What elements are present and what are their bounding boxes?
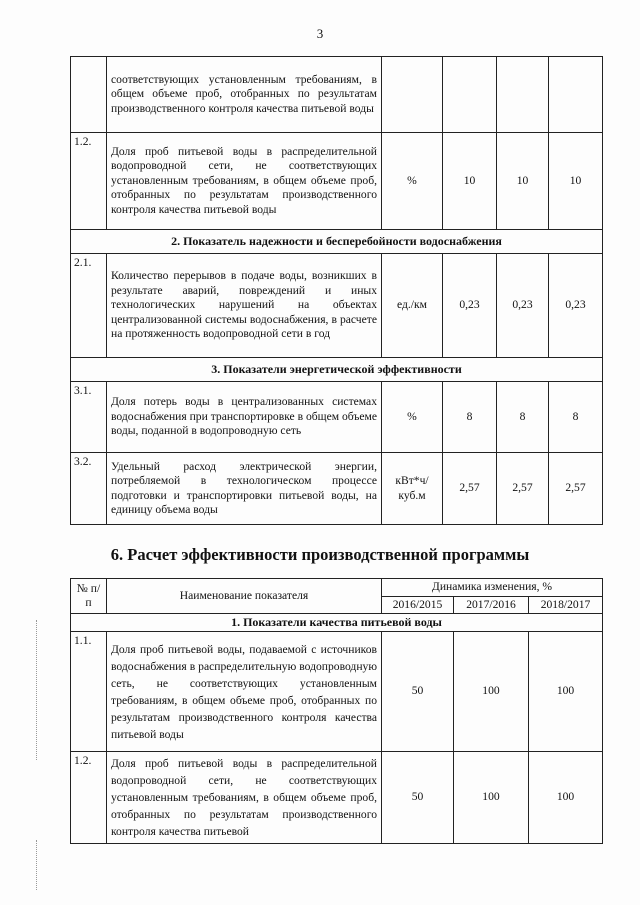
scan-margin-mark <box>36 840 40 890</box>
header-row <box>71 579 603 597</box>
section-row <box>71 358 603 382</box>
value-cell: 50 <box>382 752 454 844</box>
table-row <box>71 382 603 453</box>
section-title: 3. Показатели энергетической эффективности <box>71 358 603 382</box>
dynamics-header: Динамика изменения, % <box>382 579 603 597</box>
value-cell: 100 <box>529 752 603 844</box>
section-title: 1. Показатели качества питьевой воды <box>71 614 603 632</box>
period-header: 2018/2017 <box>529 596 603 614</box>
value-cell: 10 <box>443 133 497 230</box>
value-cell <box>549 57 603 133</box>
num-header: № п/п <box>71 579 107 614</box>
period-header: 2016/2015 <box>382 596 454 614</box>
row-number: 3.1. <box>71 382 107 453</box>
page-number: 3 <box>316 26 324 41</box>
scan-margin-mark <box>36 620 40 760</box>
period-header: 2017/2016 <box>454 596 529 614</box>
indicator-name: соответствующих установленным требованиям, в общем объеме проб, отобранных по результатам производственного контроля качества питьевой воды <box>107 57 382 133</box>
value-cell: 100 <box>454 752 529 844</box>
table-row <box>71 752 603 844</box>
value-cell: 8 <box>497 382 549 453</box>
section-row <box>71 230 603 254</box>
value-cell: 0,23 <box>443 254 497 358</box>
value-cell: 8 <box>443 382 497 453</box>
value-cell: 100 <box>454 632 529 752</box>
unit-cell: % <box>382 133 443 230</box>
indicators-table <box>70 56 603 525</box>
indicator-name: Доля потерь воды в централизованных системах водоснабжения при транспортировке в общем объеме воды, поданной в водопроводную сеть <box>107 382 382 453</box>
indicator-name: Доля проб питьевой воды в распределительной водопроводной сети, не соответствующих установленным требованиям, в общем объеме проб, отобранных по результатам производственного контроля качества питьевой воды <box>107 133 382 230</box>
unit-cell: % <box>382 382 443 453</box>
value-cell: 100 <box>529 632 603 752</box>
row-number: 1.2. <box>71 752 107 844</box>
table-row <box>71 57 603 133</box>
indicator-name: Количество перерывов в подаче воды, возникших в результате аварий, повреждений и иных технологических нарушений на объектах централизованной системы водоснабжения, в расчете на протяженность водопроводной сети в год <box>107 254 382 358</box>
value-cell <box>497 57 549 133</box>
row-number: 1.2. <box>71 133 107 230</box>
table-row <box>71 133 603 230</box>
value-cell: 0,23 <box>549 254 603 358</box>
value-cell: 8 <box>549 382 603 453</box>
unit-cell: ед./км <box>382 254 443 358</box>
unit-cell: кВт*ч/ куб.м <box>382 453 443 525</box>
value-cell: 2,57 <box>497 453 549 525</box>
row-number: 1.1. <box>71 632 107 752</box>
row-number: 3.2. <box>71 453 107 525</box>
value-cell: 10 <box>497 133 549 230</box>
table-row <box>71 254 603 358</box>
value-cell: 2,57 <box>443 453 497 525</box>
value-cell: 2,57 <box>549 453 603 525</box>
value-cell <box>443 57 497 133</box>
value-cell: 10 <box>549 133 603 230</box>
indicator-name: Удельный расход электрической энергии, потребляемой в технологическом процессе подготовки и транспортировки питьевой воды, на единицу объема воды <box>107 453 382 525</box>
value-cell: 0,23 <box>497 254 549 358</box>
indicator-name: Доля проб питьевой воды, подаваемой с источников водоснабжения в распределительную водопроводную сеть, не соответствующих установленным требованиям, в общем объеме проб, отобранных по результатам производственного контроля качества питьевой воды <box>107 632 382 752</box>
table-row <box>71 453 603 525</box>
indicator-name: Доля проб питьевой воды в распределительной водопроводной сети, не соответствующих установленным требованиям, в общем объеме проб, отобранных по результатам производственного контроля качества питьевой <box>107 752 382 844</box>
name-header: Наименование показателя <box>107 579 382 614</box>
table-row <box>71 632 603 752</box>
value-cell: 50 <box>382 632 454 752</box>
section-title: 2. Показатель надежности и бесперебойности водоснабжения <box>71 230 603 254</box>
row-number <box>71 57 107 133</box>
section-heading: 6. Расчет эффективности производственной программы <box>110 545 530 564</box>
unit-cell <box>382 57 443 133</box>
row-number: 2.1. <box>71 254 107 358</box>
section-row <box>71 614 603 632</box>
efficiency-table <box>70 578 603 844</box>
